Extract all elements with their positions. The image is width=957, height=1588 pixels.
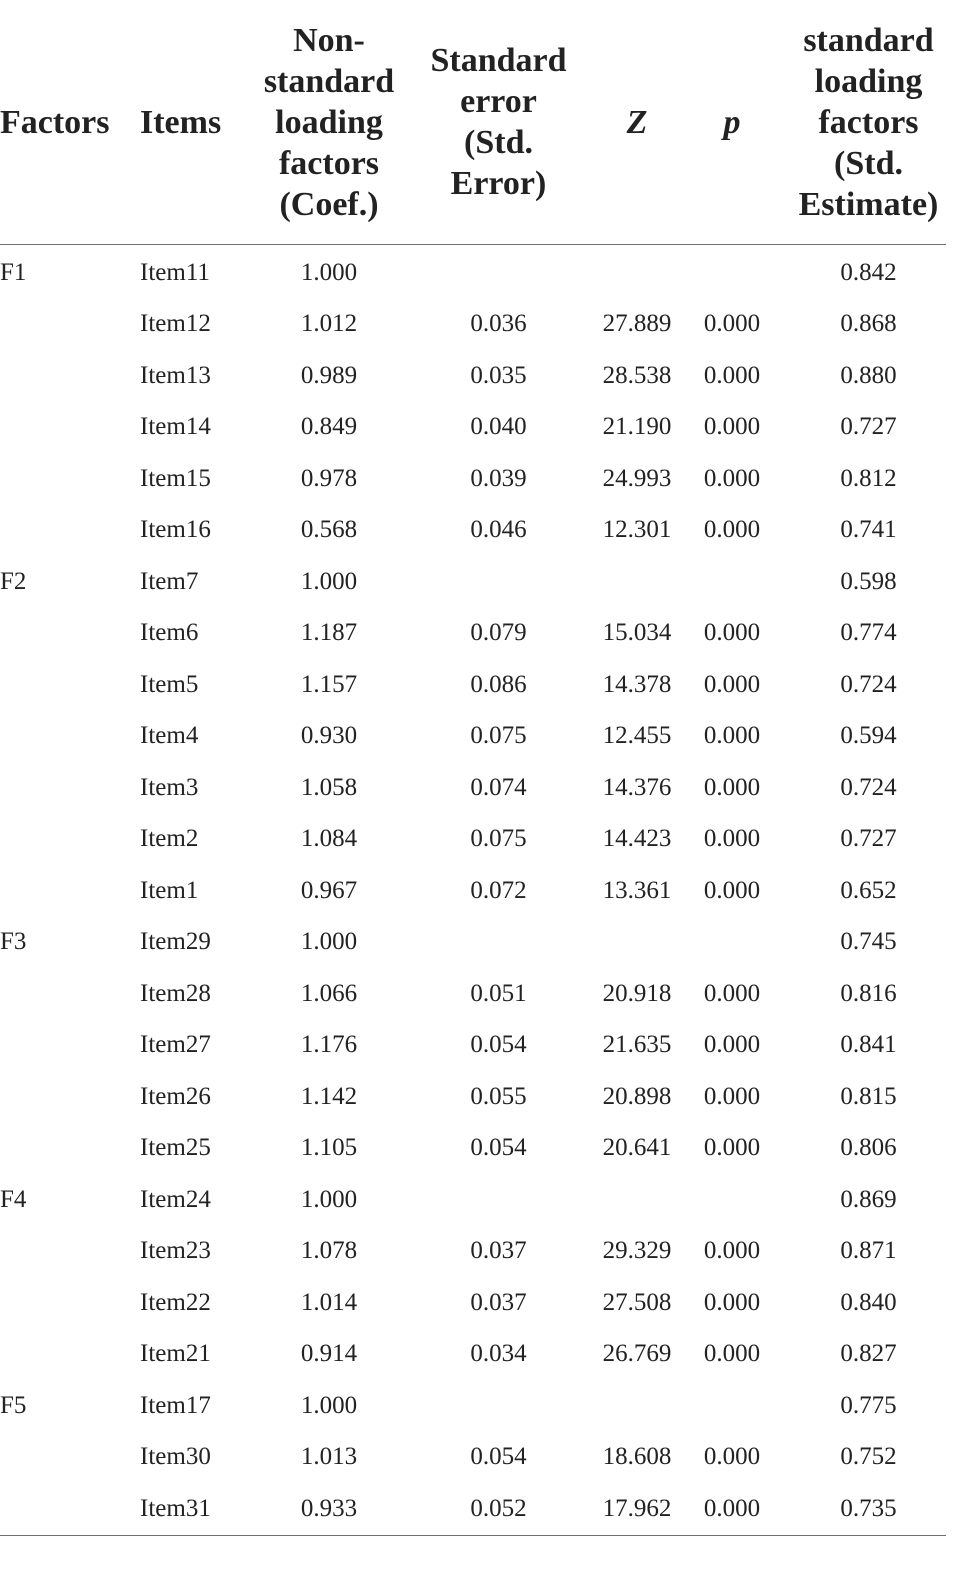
cell-coef: 1.012 — [300, 310, 358, 338]
cell-p: 0.000 — [703, 1082, 761, 1110]
cell-standard-error: 0.035 — [470, 361, 527, 389]
table-row — [0, 1432, 946, 1484]
cell-item: Item29 — [140, 928, 211, 956]
cell-standard-error: 0.036 — [470, 310, 527, 338]
cell-item: Item1 — [140, 876, 199, 904]
cell-item: Item14 — [140, 413, 211, 441]
table-row — [0, 453, 946, 505]
cell-p: 0.000 — [703, 361, 761, 389]
cell-p: 0.000 — [703, 722, 761, 750]
cell-z: 26.769 — [602, 1340, 672, 1368]
table-row — [0, 1226, 946, 1278]
cell-factor — [0, 1483, 140, 1536]
table-header — [0, 0, 946, 245]
cell-coef: 0.989 — [300, 361, 358, 389]
cell-factor — [0, 608, 140, 660]
cell-factor: F2 — [0, 567, 27, 595]
cell-factor — [0, 1277, 140, 1329]
table-row — [0, 1174, 946, 1226]
cell-factor — [0, 1071, 140, 1123]
cell-std-estimate: 0.827 — [840, 1340, 897, 1368]
cell-p — [673, 1380, 791, 1432]
cell-z: 17.962 — [601, 1483, 673, 1536]
table-row — [0, 1277, 946, 1329]
cell-p: 0.000 — [673, 1483, 791, 1536]
cell-z: 21.635 — [602, 1031, 672, 1059]
cell-p: 0.000 — [703, 1288, 761, 1316]
cell-coef: 1.000 — [300, 928, 358, 956]
cell-p — [673, 917, 791, 969]
cell-coef: 1.000 — [300, 1391, 358, 1419]
cell-std-estimate: 0.840 — [840, 1288, 897, 1316]
cell-factor: F3 — [0, 928, 27, 956]
cell-std-estimate: 0.774 — [840, 619, 897, 647]
cell-std-estimate: 0.816 — [840, 979, 897, 1007]
cell-standard-error: 0.086 — [470, 670, 527, 698]
cell-factor — [0, 299, 140, 351]
cell-std-estimate: 0.869 — [840, 1185, 897, 1213]
cell-std-estimate: 0.724 — [840, 670, 897, 698]
cell-std-estimate: 0.745 — [840, 928, 897, 956]
cell-standard-error: 0.051 — [470, 979, 527, 1007]
cell-factor: F4 — [0, 1185, 27, 1213]
cell-p: 0.000 — [703, 413, 761, 441]
cell-std-estimate: 0.598 — [840, 567, 897, 595]
cell-z: 27.889 — [602, 310, 672, 338]
cell-std-estimate: 0.868 — [840, 310, 897, 338]
table-row — [0, 556, 946, 608]
cell-coef: 0.914 — [300, 1340, 358, 1368]
cell-item: Item7 — [140, 567, 199, 595]
cell-standard-error — [396, 556, 601, 608]
cell-item: Item13 — [140, 361, 211, 389]
cell-coef: 1.058 — [300, 773, 358, 801]
header-row — [0, 0, 946, 245]
header-std-estimate: standard loading factors (Std. Estimate) — [791, 0, 946, 245]
cell-p: 0.000 — [703, 1340, 761, 1368]
cell-std-estimate: 0.735 — [791, 1483, 946, 1536]
table-row — [0, 1380, 946, 1432]
cell-p: 0.000 — [703, 1443, 761, 1471]
table-row — [0, 968, 946, 1020]
cell-item: Item6 — [140, 619, 199, 647]
cell-standard-error: 0.079 — [470, 619, 527, 647]
cell-std-estimate: 0.880 — [840, 361, 897, 389]
cell-z — [601, 1380, 673, 1432]
cell-standard-error: 0.054 — [470, 1031, 527, 1059]
header-coef: Non- standard loading factors (Coef.) — [262, 0, 396, 245]
cell-standard-error — [396, 917, 601, 969]
cell-z: 14.376 — [602, 773, 672, 801]
cell-standard-error: 0.054 — [470, 1134, 527, 1162]
cell-standard-error: 0.037 — [470, 1288, 527, 1316]
cell-standard-error — [396, 1174, 601, 1226]
cell-standard-error: 0.075 — [470, 825, 527, 853]
cell-std-estimate: 0.741 — [840, 516, 897, 544]
cell-coef: 0.568 — [300, 516, 358, 544]
cell-coef: 1.157 — [300, 670, 358, 698]
cell-p: 0.000 — [703, 1237, 761, 1265]
table-body — [0, 245, 946, 1536]
table-row — [0, 917, 946, 969]
cell-z: 29.329 — [602, 1237, 672, 1265]
cell-standard-error: 0.072 — [470, 876, 527, 904]
cell-item: Item2 — [140, 825, 199, 853]
cell-std-estimate: 0.752 — [840, 1443, 897, 1471]
cell-p: 0.000 — [703, 979, 761, 1007]
cell-p: 0.000 — [703, 670, 761, 698]
cell-p — [673, 556, 791, 608]
cell-factor — [0, 865, 140, 917]
table-row — [0, 1483, 946, 1536]
cell-z — [601, 917, 673, 969]
cell-item: Item15 — [140, 464, 211, 492]
cell-standard-error: 0.040 — [470, 413, 527, 441]
cell-standard-error — [396, 1380, 601, 1432]
cell-p — [673, 1174, 791, 1226]
cell-std-estimate: 0.775 — [840, 1391, 897, 1419]
table-row — [0, 1071, 946, 1123]
cell-factor — [0, 762, 140, 814]
cell-factor — [0, 402, 140, 454]
cell-z — [601, 556, 673, 608]
cell-item: Item28 — [140, 979, 211, 1007]
cell-z — [601, 245, 673, 299]
cell-coef: 0.978 — [300, 464, 358, 492]
cell-z: 24.993 — [602, 464, 672, 492]
cell-item: Item3 — [140, 773, 199, 801]
cell-coef: 1.013 — [300, 1443, 358, 1471]
cell-p: 0.000 — [703, 1031, 761, 1059]
cell-factor — [0, 1123, 140, 1175]
table-row — [0, 814, 946, 866]
table-row — [0, 711, 946, 763]
table-row — [0, 402, 946, 454]
cell-coef: 1.105 — [300, 1134, 358, 1162]
cell-std-estimate: 0.652 — [840, 876, 897, 904]
cell-z: 13.361 — [602, 876, 672, 904]
cell-coef: 1.142 — [300, 1082, 358, 1110]
cell-coef: 1.014 — [300, 1288, 358, 1316]
cell-item: Item27 — [140, 1031, 211, 1059]
cell-item: Item5 — [140, 670, 199, 698]
cell-coef: 1.084 — [300, 825, 358, 853]
table-row — [0, 245, 946, 299]
cell-coef: 1.000 — [300, 1185, 358, 1213]
cell-z: 12.455 — [602, 722, 672, 750]
cell-p: 0.000 — [703, 1134, 761, 1162]
header-factors: Factors — [0, 0, 140, 245]
header-items: Items — [140, 0, 262, 245]
table-row — [0, 1020, 946, 1072]
cell-std-estimate: 0.871 — [840, 1237, 897, 1265]
cell-factor — [0, 1432, 140, 1484]
cell-item: Item25 — [140, 1134, 211, 1162]
cell-coef: 1.078 — [300, 1237, 358, 1265]
cell-z: 20.641 — [602, 1134, 672, 1162]
cell-factor: F5 — [0, 1391, 27, 1419]
cell-coef: 0.967 — [300, 876, 358, 904]
cell-factor — [0, 1226, 140, 1278]
cell-item: Item26 — [140, 1082, 211, 1110]
cell-coef: 1.066 — [300, 979, 358, 1007]
cell-std-estimate: 0.841 — [840, 1031, 897, 1059]
cell-std-estimate: 0.842 — [840, 258, 897, 286]
cell-factor — [0, 659, 140, 711]
cell-factor — [0, 350, 140, 402]
cell-standard-error: 0.037 — [470, 1237, 527, 1265]
table-row — [0, 659, 946, 711]
cell-standard-error: 0.074 — [470, 773, 527, 801]
cell-coef: 0.933 — [262, 1483, 396, 1536]
cell-z: 28.538 — [602, 361, 672, 389]
cell-item: Item23 — [140, 1237, 211, 1265]
cell-coef: 0.930 — [300, 722, 358, 750]
table-row — [0, 608, 946, 660]
table-row — [0, 350, 946, 402]
cell-p: 0.000 — [703, 516, 761, 544]
table-row — [0, 762, 946, 814]
cell-item: Item30 — [140, 1443, 211, 1471]
cell-item: Item21 — [140, 1340, 211, 1368]
cell-p: 0.000 — [703, 876, 761, 904]
cell-p: 0.000 — [703, 310, 761, 338]
cell-std-estimate: 0.724 — [840, 773, 897, 801]
cell-p: 0.000 — [703, 619, 761, 647]
cell-z: 27.508 — [602, 1288, 672, 1316]
cell-factor — [0, 968, 140, 1020]
cell-z: 20.898 — [602, 1082, 672, 1110]
cell-standard-error — [396, 245, 601, 299]
cell-item: Item31 — [140, 1483, 262, 1536]
header-z: Z — [601, 0, 673, 245]
header-p: p — [673, 0, 791, 245]
header-standard-error: Standard error (Std. Error) — [396, 0, 601, 245]
cell-item: Item24 — [140, 1185, 211, 1213]
cell-std-estimate: 0.594 — [840, 722, 897, 750]
cell-item: Item16 — [140, 516, 211, 544]
cell-factor — [0, 1020, 140, 1072]
cell-standard-error: 0.055 — [470, 1082, 527, 1110]
cell-z: 14.378 — [602, 670, 672, 698]
cell-z: 14.423 — [602, 825, 672, 853]
cell-item: Item22 — [140, 1288, 211, 1316]
cell-std-estimate: 0.812 — [840, 464, 897, 492]
cell-z: 21.190 — [602, 413, 672, 441]
table-row — [0, 1123, 946, 1175]
cell-std-estimate: 0.727 — [840, 413, 897, 441]
cell-standard-error: 0.052 — [396, 1483, 601, 1536]
cell-factor — [0, 814, 140, 866]
cell-p: 0.000 — [703, 464, 761, 492]
cell-std-estimate: 0.727 — [840, 825, 897, 853]
cell-std-estimate: 0.806 — [840, 1134, 897, 1162]
cell-p — [673, 245, 791, 299]
cell-z: 18.608 — [602, 1443, 672, 1471]
table-row — [0, 505, 946, 557]
cell-z — [601, 1174, 673, 1226]
cell-standard-error: 0.075 — [470, 722, 527, 750]
cell-standard-error: 0.039 — [470, 464, 527, 492]
cell-item: Item12 — [140, 310, 211, 338]
cell-item: Item11 — [140, 258, 210, 286]
cell-z: 12.301 — [602, 516, 672, 544]
cell-factor — [0, 711, 140, 763]
cell-factor: F1 — [0, 258, 27, 286]
cell-std-estimate: 0.815 — [840, 1082, 897, 1110]
cell-coef: 1.000 — [300, 567, 358, 595]
cell-coef: 1.187 — [300, 619, 358, 647]
cell-standard-error: 0.034 — [470, 1340, 527, 1368]
cell-factor — [0, 1329, 140, 1381]
cell-p: 0.000 — [703, 773, 761, 801]
table-row — [0, 865, 946, 917]
table-row — [0, 299, 946, 351]
cell-coef: 1.176 — [300, 1031, 358, 1059]
cell-standard-error: 0.054 — [470, 1443, 527, 1471]
cell-item: Item17 — [140, 1391, 211, 1419]
cell-z: 20.918 — [602, 979, 672, 1007]
cell-z: 15.034 — [602, 619, 672, 647]
cell-coef: 1.000 — [300, 258, 358, 286]
cell-standard-error: 0.046 — [470, 516, 527, 544]
cell-coef: 0.849 — [300, 413, 358, 441]
cell-item: Item4 — [140, 722, 199, 750]
cell-factor — [0, 453, 140, 505]
cell-factor — [0, 505, 140, 557]
table-row — [0, 1329, 946, 1381]
cell-p: 0.000 — [703, 825, 761, 853]
